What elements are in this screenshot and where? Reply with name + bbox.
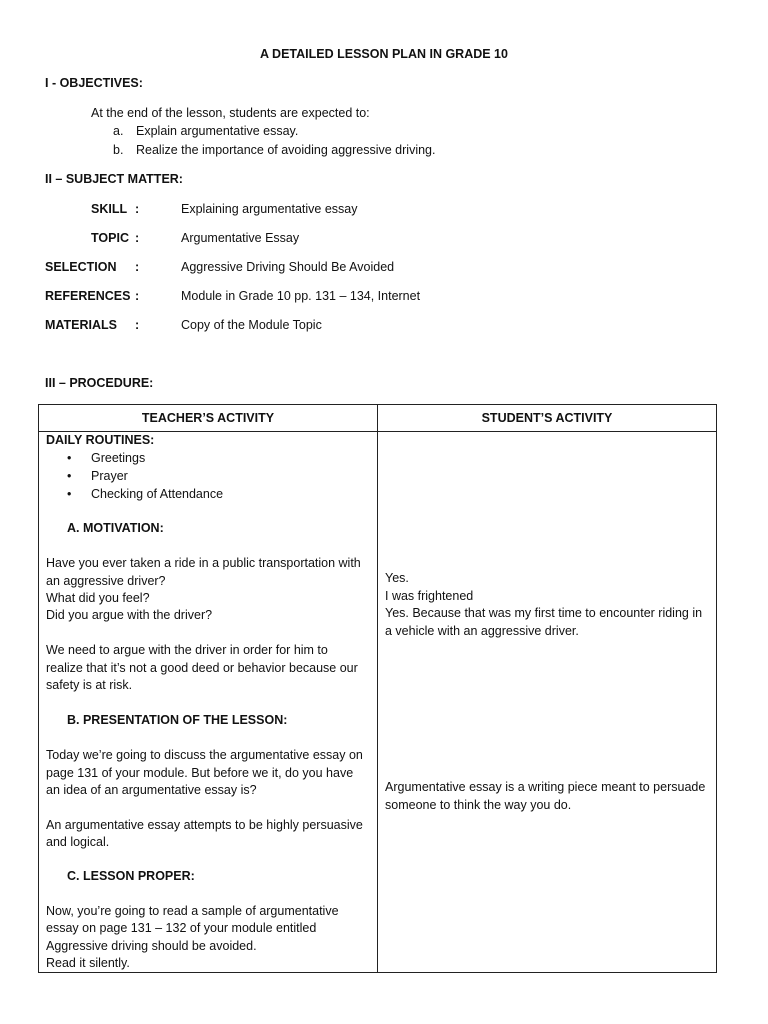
motivation-note-line: realize that it’s not a good deed or behavior because our — [46, 661, 358, 675]
student-answer-line: I was frightened — [385, 589, 474, 603]
document-title: A DETAILED LESSON PLAN IN GRADE 10 — [260, 47, 508, 61]
skill-label: SKILL — [91, 202, 128, 216]
motivation-note-line: We need to argue with the driver in order for him to — [46, 643, 328, 657]
lesson-line: Aggressive driving should be avoided. — [46, 939, 257, 953]
routine-item: Greetings — [91, 451, 146, 465]
materials-value: Copy of the Module Topic — [181, 318, 322, 332]
motivation-line: What did you feel? — [46, 591, 150, 605]
motivation-line: Did you argue with the driver? — [46, 608, 213, 622]
skill-separator: : — [135, 202, 140, 216]
student-answer-line: Argumentative essay is a writing piece meant to persuade — [385, 780, 706, 794]
daily-routines-heading: DAILY ROUTINES: — [46, 433, 155, 447]
objective-item: Explain argumentative essay. — [136, 124, 299, 138]
objective-marker: a. — [113, 124, 124, 138]
lesson-proper-heading: C. LESSON PROPER: — [67, 869, 195, 883]
presentation-note-line: and logical. — [46, 835, 110, 849]
references-separator: : — [135, 289, 140, 303]
routine-item: Prayer — [91, 469, 128, 483]
selection-value: Aggressive Driving Should Be Avoided — [181, 260, 395, 274]
table-row — [39, 432, 717, 973]
materials-separator: : — [135, 318, 140, 332]
student-answer-line: a vehicle with an aggressive driver. — [385, 624, 579, 638]
motivation-heading: A. MOTIVATION: — [67, 521, 164, 535]
lesson-line: Read it silently. — [46, 956, 130, 970]
bullet-icon: • — [67, 451, 72, 465]
selection-label: SELECTION — [45, 260, 117, 274]
objective-marker: b. — [113, 143, 124, 157]
bullet-icon: • — [67, 487, 72, 501]
motivation-note-line: safety is at risk. — [46, 678, 133, 692]
presentation-line: an idea of an argumentative essay is? — [46, 783, 257, 797]
objective-item: Realize the importance of avoiding aggressive driving. — [136, 143, 436, 157]
lesson-line: essay on page 131 – 132 of your module entitled — [46, 921, 317, 935]
presentation-line: Today we’re going to discuss the argumentative essay on — [46, 748, 363, 762]
student-activity-cell — [378, 432, 717, 973]
routine-item: Checking of Attendance — [91, 487, 224, 501]
teacher-activity-cell — [39, 432, 378, 973]
student-answer-line: someone to think the way you do. — [385, 798, 572, 812]
teacher-activity-header: TEACHER’S ACTIVITY — [39, 405, 378, 432]
student-answer-line: Yes. Because that was my first time to encounter riding in — [385, 606, 703, 620]
objectives-intro: At the end of the lesson, students are expected to: — [91, 106, 370, 120]
materials-label: MATERIALS — [45, 318, 117, 332]
table-header-row — [39, 405, 717, 432]
presentation-heading: B. PRESENTATION OF THE LESSON: — [67, 713, 288, 727]
presentation-line: page 131 of your module. But before we it, do you have — [46, 766, 354, 780]
subject-matter-heading: II – SUBJECT MATTER: — [45, 172, 183, 186]
motivation-line: Have you ever taken a ride in a public transportation with — [46, 556, 361, 570]
topic-label: TOPIC — [91, 231, 129, 245]
presentation-note-line: An argumentative essay attempts to be highly persuasive — [46, 818, 363, 832]
lesson-line: Now, you’re going to read a sample of argumentative — [46, 904, 339, 918]
student-answer-line: Yes. — [385, 571, 409, 585]
references-label: REFERENCES — [45, 289, 131, 303]
procedure-heading: III – PROCEDURE: — [45, 376, 154, 390]
skill-value: Explaining argumentative essay — [181, 202, 358, 216]
bullet-icon: • — [67, 469, 72, 483]
topic-value: Argumentative Essay — [181, 231, 300, 245]
topic-separator: : — [135, 231, 140, 245]
procedure-table — [38, 404, 717, 973]
selection-separator: : — [135, 260, 140, 274]
references-value: Module in Grade 10 pp. 131 – 134, Internet — [181, 289, 421, 303]
student-activity-header: STUDENT’S ACTIVITY — [378, 405, 717, 432]
motivation-line: an aggressive driver? — [46, 574, 166, 588]
objectives-heading: I - OBJECTIVES: — [45, 76, 143, 90]
